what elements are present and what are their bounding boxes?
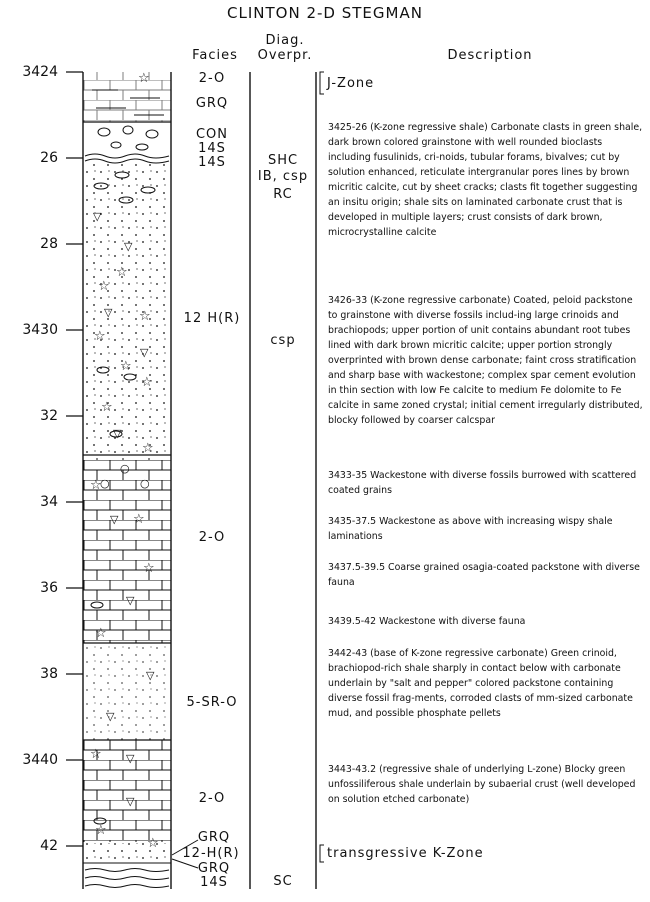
svg-text:▽: ▽ (126, 795, 135, 808)
description-entry: 3425-26 (K-zone regressive shale) Carbonate clasts in green shale, dark brown colored grainstone with well rounded bioclasts including fusulinids, cri-noids, tubular forams, bivalves; cut by solution enhanced, reticulate intergranular pores lines by brown micritic calcite, cut by sheet cracks; clasts fit together suggesting an insitu origin; shale sits on laminated carbonate crust that is developed in multiple layers; crust consists of dark brown, microcrystalline calcite (328, 122, 643, 238)
facies-label: 12-H(R) (182, 846, 240, 861)
depth-label: 28 (40, 236, 58, 252)
description-entry: 3439.5-42 Wackestone with diverse fauna (328, 616, 526, 627)
depth-label: 32 (40, 408, 58, 424)
svg-text:○: ○ (120, 462, 130, 475)
header-diag-line2: Overpr. (257, 48, 313, 63)
depth-label: 34 (40, 494, 58, 510)
header-facies: Facies (192, 48, 238, 63)
description-entry: 3443-43.2 (regressive shale of underlying L-zone) Blocky green unfossiliferous shale underlain by subaerial crust (well developed on solution etched carbonate) (328, 764, 636, 805)
svg-text:▽: ▽ (126, 594, 135, 607)
facies-label: GRQ (197, 861, 231, 876)
unit-coated-packstone (84, 163, 170, 455)
facies-label: CON (195, 127, 229, 142)
description-entry: 3442-43 (base of K-zone regressive carbonate) Green crinoid, brachiopod-rich shale sharply in contact below with carbonate underlain by "salt and pepper" colored packstone containing diverse fossil frag-ments, corroded clasts of mm-sized carbonate mud, and possible phosphate pellets (328, 648, 633, 719)
facies-label: 12 H(R) (183, 311, 241, 326)
depth-ticks (66, 72, 83, 846)
facies-label: 5-SR-O (186, 695, 238, 710)
svg-text:▽: ▽ (113, 427, 122, 440)
svg-text:▽: ▽ (106, 710, 115, 723)
zone-bracket-top (320, 72, 324, 94)
unit-crinoid-shale (84, 644, 170, 740)
zone-bracket-bottom (320, 845, 324, 862)
svg-text:☆: ☆ (143, 561, 155, 576)
svg-text:▽: ▽ (146, 669, 155, 682)
facies-label: GRQ (195, 96, 229, 111)
facies-label: 2-O (198, 530, 226, 545)
zone-marker-bottom: transgressive K-Zone (327, 846, 484, 861)
svg-text:☆: ☆ (95, 823, 107, 838)
svg-text:☆: ☆ (139, 309, 151, 324)
svg-text:▽: ▽ (124, 240, 133, 253)
depth-label: 3440 (22, 752, 58, 768)
svg-text:▽: ▽ (93, 210, 102, 223)
description-entry: 3433-35 Wackestone with diverse fossils burrowed with scattered coated grains (328, 470, 637, 496)
svg-text:☆: ☆ (90, 478, 102, 493)
depth-label: 36 (40, 580, 58, 596)
svg-text:☆: ☆ (120, 359, 132, 374)
svg-text:▽: ▽ (110, 513, 119, 526)
zone-marker-top: J-Zone (327, 76, 375, 91)
description-entry: 3437.5-39.5 Coarse grained osagia-coated packstone with diverse fauna (328, 562, 640, 588)
svg-text:▽: ▽ (126, 752, 135, 765)
depth-label: 42 (40, 838, 58, 854)
overprint-label: RC (273, 187, 293, 202)
svg-text:○: ○ (140, 477, 150, 490)
unit-clast-shale (85, 126, 169, 163)
overprint-label: IB, csp (257, 169, 309, 184)
svg-text:☆: ☆ (133, 512, 145, 527)
svg-text:○: ○ (100, 477, 110, 490)
page-title: CLINTON 2-D STEGMAN (227, 4, 423, 22)
depth-label: 3424 (22, 64, 58, 80)
svg-text:☆: ☆ (95, 626, 107, 641)
depth-label: 26 (40, 150, 58, 166)
facies-label: 2-O (198, 71, 226, 86)
overprint-label: SC (273, 874, 293, 889)
svg-text:☆: ☆ (138, 71, 150, 86)
unit-top-shale-crust (83, 72, 171, 122)
facies-label: 14S (198, 155, 226, 170)
svg-text:☆: ☆ (116, 265, 128, 280)
svg-text:▽: ▽ (140, 346, 149, 359)
svg-text:☆: ☆ (94, 329, 106, 344)
description-entry: 3426-33 (K-zone regressive carbonate) Coated, peloid packstone to grainstone with diverse fossils includ-ing large crinoids and brachiopods; upper portion of unit contains abundant root tubes lined with dark brown micritic calcite; upper portion strongly overprinted with brown dense carbonate; faint cross stratification and sharp base with wackestone; complex spar cement evolution in thin section with low Fe calcite to medium Fe dolomite to Fe calcite in same zoned crystal; initial cement irregularly distributed, blocky followed by coarser calcspar (328, 295, 643, 426)
overprint-label: csp (270, 333, 296, 348)
overprint-label: SHC (267, 153, 299, 168)
header-description: Description (447, 48, 533, 63)
svg-text:☆: ☆ (147, 836, 159, 851)
facies-label: 14S (198, 141, 226, 156)
facies-label: 2-O (198, 791, 226, 806)
svg-text:☆: ☆ (98, 279, 110, 294)
facies-label: GRQ (197, 830, 231, 845)
depth-label: 38 (40, 666, 58, 682)
facies-label: 14S (200, 875, 228, 890)
depth-label: 3430 (22, 322, 58, 338)
svg-text:▽: ▽ (104, 306, 113, 319)
svg-text:☆: ☆ (141, 375, 153, 390)
svg-text:☆: ☆ (101, 400, 113, 415)
svg-text:☆: ☆ (142, 441, 154, 456)
description-entry: 3435-37.5 Wackestone as above with increasing wispy shale laminations (328, 516, 613, 542)
svg-text:☆: ☆ (90, 747, 102, 762)
header-diag-line1: Diag. (265, 33, 305, 48)
